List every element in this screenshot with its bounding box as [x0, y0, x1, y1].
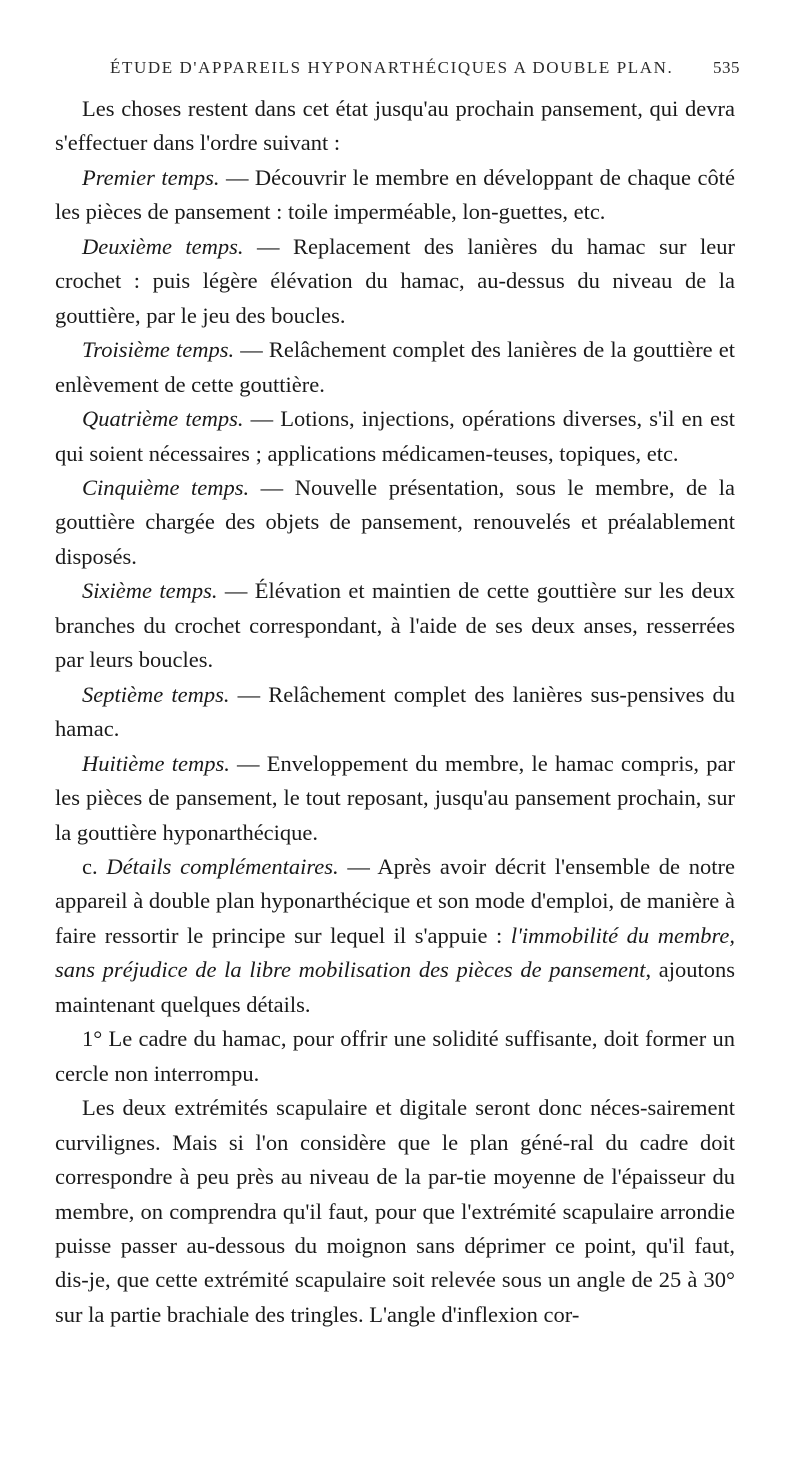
- paragraph-step-4: [55, 402, 735, 471]
- paragraph-step-7: [55, 678, 735, 747]
- step-text: — Lotions, injections, opérations diverses, s'il en est qui soient nécessaires ; applications médicamen-teuses, topiques, etc.: [55, 406, 735, 466]
- step-heading: Sixième temps.: [82, 578, 218, 604]
- details-text-1: — Après avoir décrit l'ensemble de notre appareil à double plan hyponarthécique et son mode d'emploi, de manière à faire ressortir le principe sur lequel il s'appuie :: [55, 853, 736, 948]
- paragraph-text: Les deux extrémités scapulaire et digitale seront donc néces-sairement curvilignes. Mais si l'on considère que le plan géné-ral du cadre doit correspondre à peu près au niveau de la par-tie moyenne de l'épaisseur du membre, on comprendra qu'il faut, pour que l'extrémité scapulaire arrondie puisse passer au-dessous du moignon sans déprimer ce point, qu'il faut, dis-je, que cette extrémité scapulaire soit relevée sous un angle de 25 à 30° sur la partie brachiale des tringles. L'angle d'inflexion cor-: [55, 1095, 735, 1327]
- step-heading: Troisième temps.: [82, 337, 235, 363]
- page-number: 535: [713, 58, 740, 77]
- step-heading: Deuxième temps.: [82, 233, 244, 259]
- step-heading: Quatrième temps.: [82, 406, 244, 432]
- body-text: [55, 92, 735, 1332]
- paragraph-step-3: [55, 333, 735, 402]
- step-text: — Élévation et maintien de cette gouttière sur les deux branches du crochet correspondant, à l'aide de ses deux anses, resserrées par leurs boucles.: [55, 578, 735, 673]
- paragraph-extremities: [55, 1091, 735, 1332]
- paragraph-text: 1° Le cadre du hamac, pour offrir une solidité suffisante, doit former un cercle non interrompu.: [55, 1026, 735, 1086]
- step-text: — Découvrir le membre en développant de chaque côté les pièces de pansement : toile imperméable, lon-guettes, etc.: [55, 164, 735, 225]
- step-heading: Septième temps.: [82, 681, 230, 707]
- step-heading: Huitième temps.: [82, 750, 230, 776]
- step-text: — Relâchement complet des lanières sus-pensives du hamac.: [55, 681, 735, 742]
- paragraph-step-1: [55, 161, 735, 230]
- details-emphasis: l'immobilité du membre, sans préjudice de la libre mobilisation des pièces de pansement: [55, 922, 735, 983]
- paragraph-point-1: [55, 1022, 735, 1091]
- section-heading: Détails complémentaires.: [106, 853, 339, 879]
- paragraph-step-8: [55, 747, 735, 850]
- paragraph-step-6: [55, 574, 735, 677]
- paragraph-intro: [55, 92, 735, 161]
- paragraph-details: [55, 850, 735, 1022]
- section-marker: c.: [82, 853, 98, 879]
- paragraph-text: Les choses restent dans cet état jusqu'au prochain pansement, qui devra s'effectuer dans l'ordre suivant :: [55, 96, 735, 156]
- paragraph-step-5: [55, 471, 735, 574]
- details-text-2: , ajoutons maintenant quelques détails.: [55, 957, 735, 1017]
- paragraph-step-2: [55, 230, 735, 333]
- step-heading: Premier temps.: [82, 164, 220, 190]
- step-text: — Enveloppement du membre, le hamac compris, par les pièces de pansement, le tout reposant, jusqu'au pansement prochain, sur la gouttière hyponarthécique.: [55, 750, 736, 845]
- running-title: ÉTUDE D'APPAREILS HYPONARTHÉCIQUES A DOUBLE PLAN.: [110, 58, 674, 77]
- step-text: — Replacement des lanières du hamac sur leur crochet : puis légère élévation du hamac, au-dessus du niveau de la gouttière, par le jeu des boucles.: [55, 233, 735, 328]
- step-text: — Relâchement complet des lanières de la gouttière et enlèvement de cette gouttière.: [55, 337, 735, 397]
- step-heading: Cinquième temps.: [82, 474, 250, 500]
- step-text: — Nouvelle présentation, sous le membre, de la gouttière chargée des objets de pansement, renouvelés et préalablement disposés.: [55, 474, 735, 569]
